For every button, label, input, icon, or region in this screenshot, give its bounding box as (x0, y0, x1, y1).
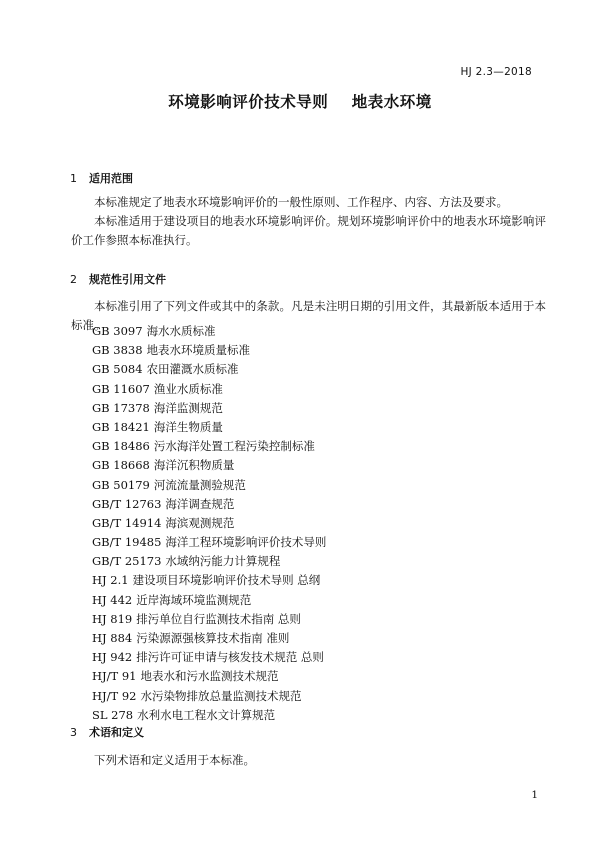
paragraph: 本标准适用于建设项目的地表水环境影响评价。规划环境影响评价中的地表水环境影响评价工作参照本标准执行。 (71, 214, 546, 247)
reference-code: GB 18668 (92, 458, 150, 473)
reference-item (92, 571, 326, 590)
reference-title: 海水水质标准 (146, 324, 216, 338)
section-heading-3 (70, 724, 144, 740)
document-title: 环境影响评价技术导则 地表水环境 (168, 93, 432, 111)
reference-code: HJ 884 (92, 631, 133, 645)
reference-title: 排污单位自行监测技术指南 总则 (136, 611, 301, 626)
reference-code: HJ/T 92 (92, 688, 137, 703)
reference-item (92, 399, 326, 418)
reference-code: GB 50179 (92, 477, 150, 492)
reference-title: 海洋调查规范 (165, 496, 235, 511)
reference-title: 海洋沉积物质量 (153, 458, 235, 473)
reference-item (92, 437, 326, 456)
reference-code: GB 5084 (92, 362, 143, 377)
section-title: 规范性引用文件 (89, 273, 166, 286)
reference-title: 近岸海域环境监测规范 (136, 592, 252, 607)
reference-title: 海洋工程环境影响评价技术导则 (165, 535, 327, 550)
paragraph: 本标准规定了地表水环境影响评价的一般性原则、工作程序、内容、方法及要求。 (94, 195, 508, 209)
reference-item (92, 533, 326, 552)
reference-item (92, 610, 326, 629)
reference-code: HJ/T 91 (92, 669, 137, 684)
section-number: 2 (70, 273, 77, 286)
reference-code: HJ 2.1 (92, 573, 129, 588)
reference-list (92, 322, 326, 725)
paragraph: 下列术语和定义适用于本标准。 (94, 753, 255, 767)
reference-item (92, 629, 326, 648)
reference-title: 污染源源强核算技术指南 准则 (136, 631, 290, 645)
reference-item (92, 706, 326, 725)
reference-item (92, 591, 326, 610)
reference-title: 地表水环境质量标准 (146, 343, 251, 358)
reference-code: GB/T 19485 (92, 535, 162, 550)
standard-code: HJ 2.3—2018 (460, 66, 532, 78)
reference-code: GB 18421 (92, 419, 150, 434)
reference-code: GB/T 25173 (92, 554, 162, 569)
section-number: 3 (70, 726, 77, 739)
reference-item (92, 514, 326, 533)
reference-item (92, 418, 326, 437)
section-title: 术语和定义 (89, 726, 144, 739)
reference-code: GB 18486 (92, 439, 150, 454)
reference-title: 河流流量测验规范 (153, 477, 246, 492)
reference-item (92, 380, 326, 399)
reference-title: 农田灌溉水质标准 (146, 362, 239, 377)
reference-title: 水域纳污能力计算规程 (165, 554, 281, 569)
reference-code: GB/T 12763 (92, 496, 162, 511)
reference-code: GB 3097 (92, 324, 143, 338)
section-number: 1 (70, 172, 77, 185)
reference-title: 水利水电工程水文计算规范 (137, 707, 276, 722)
reference-title: 排污许可证申请与核发技术规范 总则 (136, 650, 324, 665)
reference-title: 海滨观测规范 (165, 515, 235, 530)
reference-item (92, 648, 326, 667)
page-number: 1 (531, 789, 538, 801)
section-heading-1 (70, 170, 133, 186)
reference-title: 污水海洋处置工程污染控制标准 (153, 439, 315, 454)
paragraph: 本标准引用了下列文件或其中的条款。凡是未注明日期的引用文件，其最新版本适用于本标准。 (71, 299, 546, 332)
reference-code: GB/T 14914 (92, 515, 162, 530)
reference-title: 建设项目环境影响评价技术导则 总纲 (132, 573, 321, 588)
reference-title: 海洋监测规范 (153, 400, 223, 415)
reference-item (92, 456, 326, 475)
section-title: 适用范围 (89, 172, 133, 185)
reference-code: HJ 819 (92, 611, 133, 626)
reference-title: 水污染物排放总量监测技术规范 (140, 688, 302, 703)
reference-title: 地表水和污水监测技术规范 (140, 669, 279, 684)
reference-item (92, 476, 326, 495)
reference-item (92, 552, 326, 571)
reference-code: SL 278 (92, 707, 134, 722)
reference-item (92, 322, 326, 341)
reference-code: GB 3838 (92, 343, 143, 358)
reference-code: GB 11607 (92, 381, 150, 396)
reference-code: GB 17378 (92, 400, 150, 415)
reference-title: 海洋生物质量 (153, 419, 223, 434)
reference-item (92, 341, 326, 360)
reference-title: 渔业水质标准 (153, 381, 223, 396)
reference-item (92, 360, 326, 379)
reference-item (92, 495, 326, 514)
section-heading-2 (70, 271, 166, 287)
reference-item (92, 687, 326, 706)
reference-code: HJ 442 (92, 592, 133, 607)
reference-item (92, 667, 326, 686)
reference-code: HJ 942 (92, 650, 133, 665)
